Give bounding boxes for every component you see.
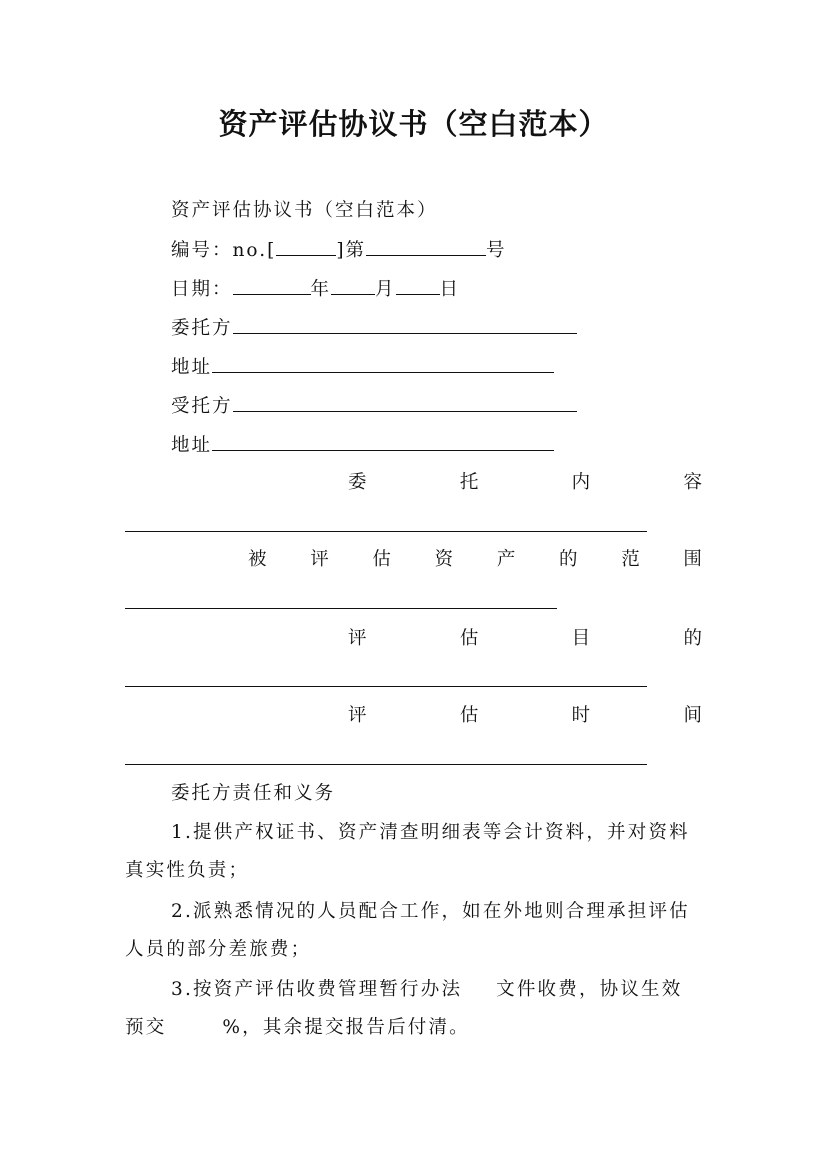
heading-char: 资 [434,549,454,570]
heading-char: 委 [348,472,367,493]
duty-item-1: 1.提供产权证书、资产清查明细表等会计资料，并对资料真实性负责； [125,822,690,881]
date-month-blank[interactable] [331,275,375,295]
trustee-address-line [171,431,554,459]
duty-item-3-part-a: 3.按资产评估收费管理暂行办法 [171,979,463,1000]
number-blank-1[interactable] [276,236,336,256]
delegation-content-heading [348,470,702,496]
heading-char: 范 [621,549,640,570]
heading-char: 时 [571,705,591,726]
heading-char: 目 [571,628,591,649]
number-bracket-close: ]第 [336,240,367,261]
client-address-blank[interactable] [212,353,554,373]
number-label: 编号：no.[ [171,240,277,261]
heading-char: 托 [459,472,479,493]
client-label: 委托方 [171,318,233,339]
asset-scope-blank[interactable] [125,608,557,609]
client-blank[interactable] [233,314,577,334]
date-label: 日期： [171,279,233,300]
eval-purpose-heading [348,626,702,652]
heading-char: 的 [683,628,702,649]
duty-item-3 [125,971,703,1047]
heading-char: 间 [683,705,702,726]
heading-char: 评 [348,628,367,649]
client-address-label: 地址 [171,357,213,378]
date-day-label: 日 [439,279,461,300]
duty-item-3-part-c: %，其余提交报告后付清。 [222,1017,470,1038]
heading-char: 评 [348,705,367,726]
document-subtitle: 资产评估协议书（空白范本） [171,200,438,221]
trustee-label: 受托方 [171,396,233,417]
trustee-address-label: 地址 [171,435,213,456]
eval-time-blank[interactable] [125,764,647,765]
trustee-line [171,392,577,420]
trustee-address-blank[interactable] [212,431,554,451]
heading-char: 容 [683,472,702,493]
heading-char: 的 [559,549,578,570]
duty-item-2: 2.派熟悉情况的人员配合工作，如在外地则合理承担评估人员的部分差旅费； [125,901,690,960]
eval-time-heading [348,703,702,729]
number-suffix: 号 [486,240,507,261]
number-blank-2[interactable] [366,236,486,256]
heading-char: 围 [683,549,702,570]
heading-char: 产 [496,549,516,570]
date-line [171,275,460,303]
heading-char: 估 [459,628,479,649]
number-line [171,236,507,264]
client-line [171,314,577,342]
heading-char: 评 [310,549,329,570]
heading-char: 估 [459,705,479,726]
client-address-line [171,353,554,381]
date-year-label: 年 [310,279,332,300]
date-month-label: 月 [375,279,396,300]
date-day-blank[interactable] [396,275,440,295]
eval-purpose-blank[interactable] [125,686,647,687]
asset-scope-heading [248,547,702,573]
delegation-content-blank[interactable] [125,531,647,532]
duties-heading: 委托方责任和义务 [171,783,336,804]
heading-char: 估 [372,549,391,570]
heading-char: 内 [571,472,591,493]
duty-item-3-part-b: 文件收费，协议生效预交 [125,979,683,1038]
document-title: 资产评估协议书（空白范本） [218,107,609,141]
date-year-blank[interactable] [233,275,311,295]
heading-char: 被 [248,549,267,570]
trustee-blank[interactable] [233,392,577,412]
